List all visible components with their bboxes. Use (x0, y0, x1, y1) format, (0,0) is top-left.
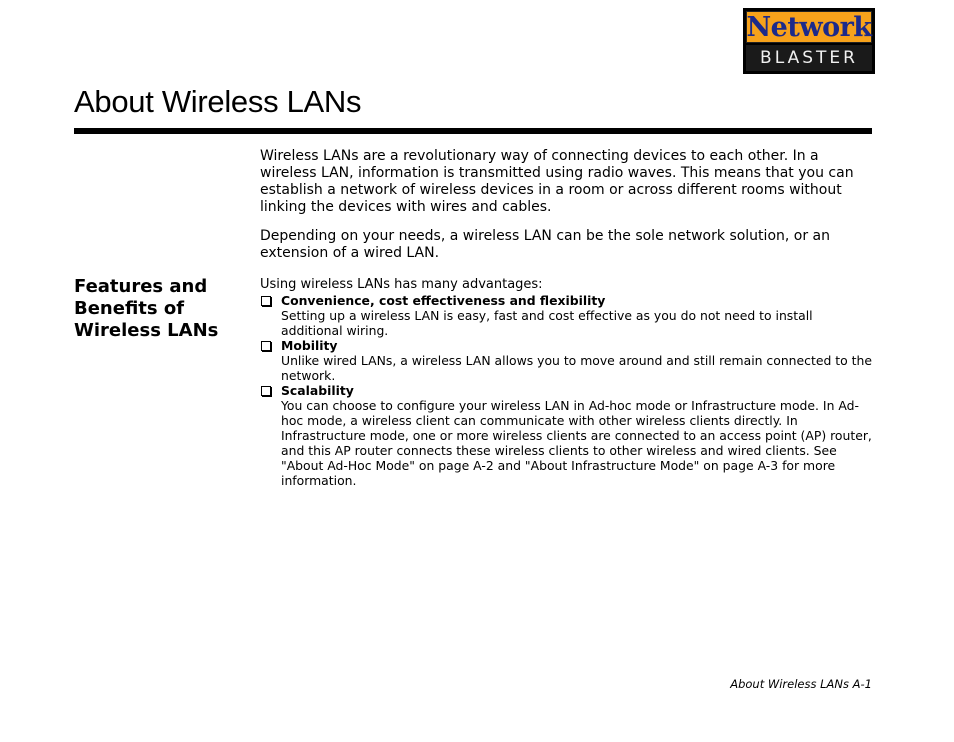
checkbox-bullet-icon (261, 341, 271, 351)
checkbox-bullet-icon (261, 296, 271, 306)
intro-section (260, 148, 872, 274)
logo-blaster-panel (746, 45, 872, 71)
intro-paragraph: Depending on your needs, a wireless LAN can be the sole network solution, or an extension of a wired LAN. (260, 228, 831, 261)
logo-network-panel (746, 11, 872, 43)
logo-blaster-text: BLASTER (760, 47, 858, 68)
item-title: Scalability (281, 383, 354, 398)
item-title: Convenience, cost effectiveness and flexibility (281, 293, 606, 308)
logo-network-text: Network (746, 11, 872, 43)
benefits-list (260, 293, 872, 488)
network-blaster-logo (743, 8, 875, 74)
item-description: You can choose to configure your wireless LAN in Ad-hoc mode or Infrastructure mode. In Ad-hoc mode, a wireless client can communicate with other wireless clients directly. In Infrastructure mode, one or more wireless clients are connected to an access point (AP) router, and this AP router connects these wireless clients to other wireless and wired clients. See "About Ad-Hoc Mode" on page A-2 and "About Infrastructure Mode" on page A-3 for more information. (281, 398, 872, 488)
item-title: Mobility (281, 338, 338, 353)
page-footer: About Wireless LANs A-1 (730, 677, 872, 691)
features-section (260, 277, 872, 488)
list-item (260, 338, 872, 383)
list-item (260, 293, 872, 338)
item-description: Unlike wired LANs, a wireless LAN allows you to move around and still remain connected to the network. (281, 353, 872, 383)
list-item (260, 383, 872, 488)
title-rule (74, 128, 872, 134)
intro-paragraph: Wireless LANs are a revolutionary way of connecting devices to each other. In a wireless LAN, information is transmitted using radio waves. This means that you can establish a network of wireless devices in a room or across different rooms without linking the devices with wires and cables. (260, 148, 854, 215)
page-title: About Wireless LANs (74, 84, 362, 119)
item-description: Setting up a wireless LAN is easy, fast and cost effective as you do not need to install additional wiring. (281, 308, 813, 338)
features-heading: Features and Benefits of Wireless LANs (74, 276, 219, 341)
checkbox-bullet-icon (261, 386, 271, 396)
features-lead: Using wireless LANs has many advantages: (260, 277, 543, 292)
